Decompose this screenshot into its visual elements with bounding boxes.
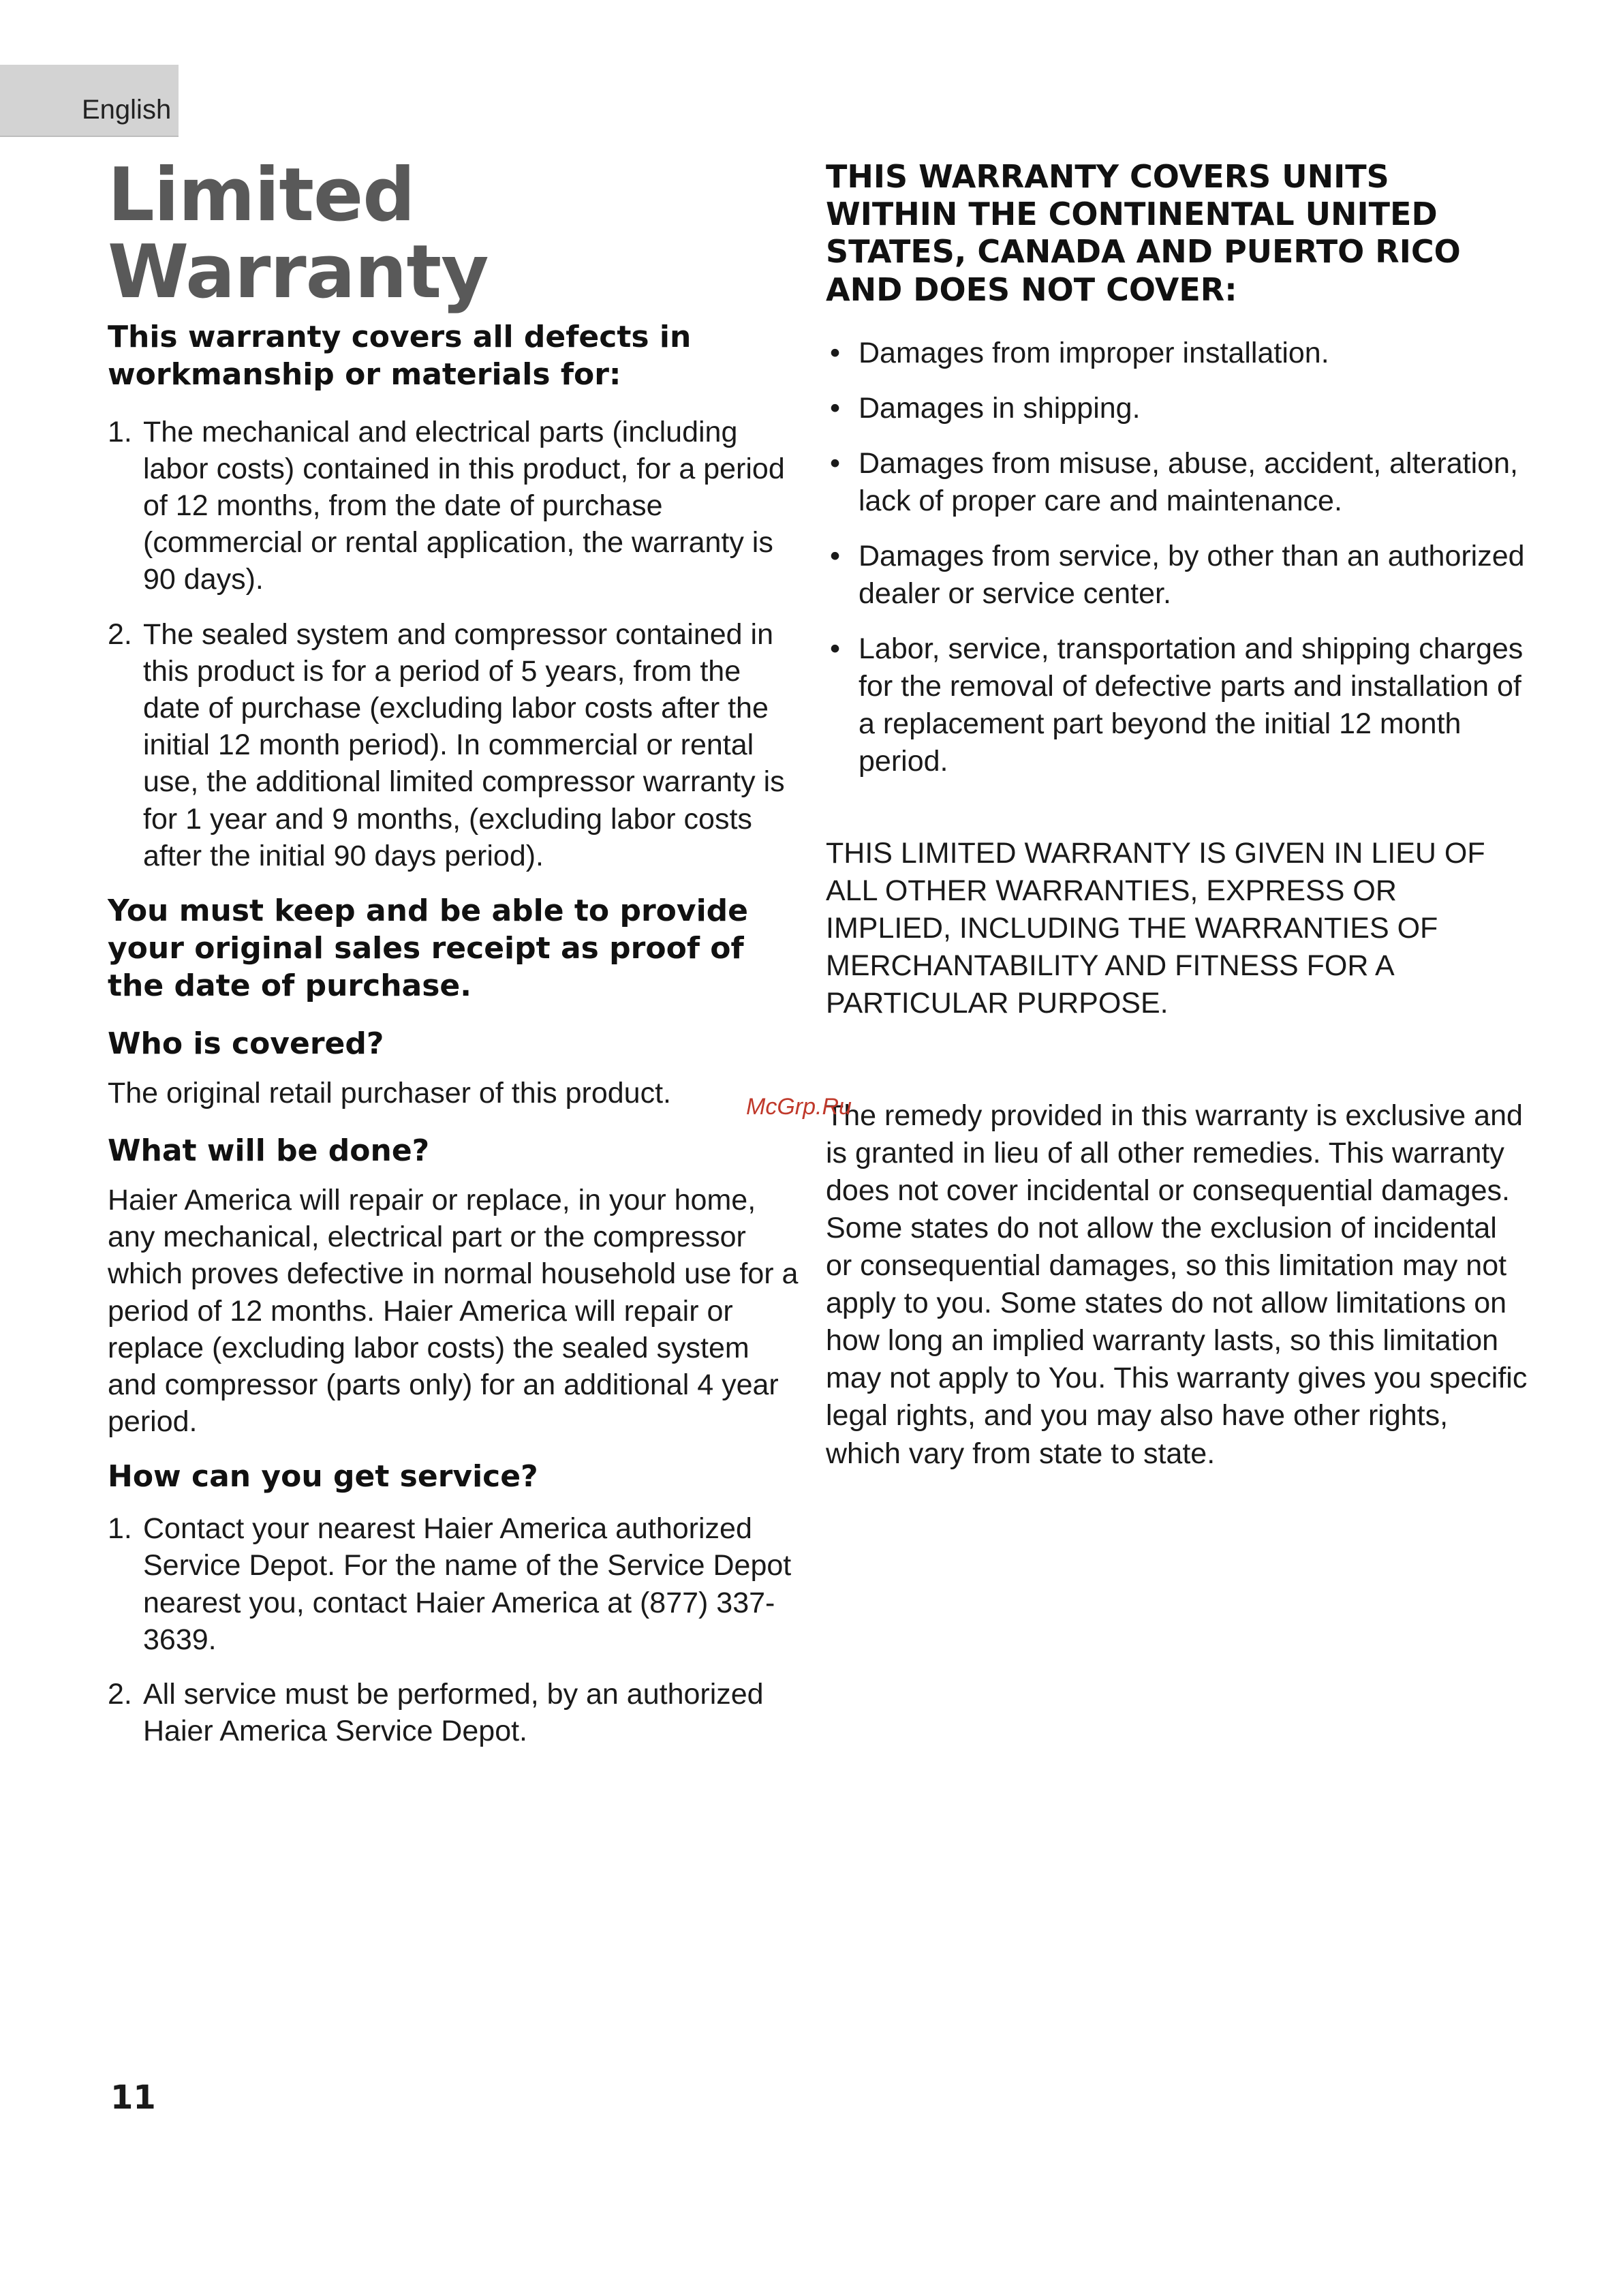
service-item-number: 2. [108, 1677, 132, 1711]
service-heading: How can you get service? [108, 1459, 538, 1495]
coverage-item-text: The mechanical and electrical parts (including labor costs) contained in this product, for a period of 12 months, from the date of purchase (commercial or rental application, the warranty is 90 days). [143, 415, 785, 596]
coverage-item-number: 1. [108, 415, 132, 448]
bullet-icon: • [830, 391, 841, 425]
exclusions-list [826, 335, 1528, 780]
language-tab [0, 65, 179, 137]
exclusion-text: Damages in shipping. [859, 391, 1141, 425]
who-heading: Who is covered? [108, 1026, 384, 1061]
who-text: The original retail purchaser of this product. [108, 1076, 671, 1109]
receipt-notice: You must keep and be able to provide your original sales receipt as proof of the date of purchase. [108, 893, 749, 1003]
list-item [826, 335, 1528, 372]
page-title: Limited Warranty [108, 153, 489, 316]
bullet-icon: • [830, 446, 841, 480]
service-item [108, 1510, 803, 1658]
bullet-icon: • [830, 632, 841, 665]
what-heading: What will be done? [108, 1133, 430, 1169]
list-item [826, 538, 1528, 613]
exclusion-text: Labor, service, transportation and shipping charges for the removal of defective parts and installation of a replacement part beyond the initial 12 month period. [859, 632, 1524, 778]
left-column [108, 153, 803, 1767]
coverage-item [108, 616, 803, 874]
service-item [108, 1676, 803, 1749]
coverage-item [108, 414, 803, 598]
service-item-text: All service must be performed, by an authorized Haier America Service Depot. [143, 1677, 764, 1748]
list-item [826, 390, 1528, 427]
page-number: 11 [110, 2079, 156, 2117]
covers-heading: This warranty covers all defects in workmanship or materials for: [108, 319, 692, 392]
coverage-item-number: 2. [108, 617, 132, 651]
limited-warranty-notice: THIS LIMITED WARRANTY IS GIVEN IN LIEU OF ALL OTHER WARRANTIES, EXPRESS OR IMPLIED, INCLUDING THE WARRANTIES OF MERCHANTABILITY AND FITNESS FOR A PARTICULAR PURPOSE. [826, 837, 1485, 1020]
list-item [826, 445, 1528, 520]
list-item [826, 630, 1528, 780]
exclusion-text: Damages from misuse, abuse, accident, alteration, lack of proper care and maintenance. [859, 446, 1518, 517]
service-item-number: 1. [108, 1512, 132, 1546]
bullet-icon: • [830, 539, 841, 572]
exclusion-text: Damages from service, by other than an authorized dealer or service center. [859, 539, 1525, 610]
service-item-text: Contact your nearest Haier America authorized Service Depot. For the name of the Service Depot nearest you, contact Haier America at (877) 337-3639. [143, 1512, 792, 1656]
language-label: English [82, 95, 172, 125]
bullet-icon: • [830, 336, 841, 369]
coverage-item-text: The sealed system and compressor contained in this product is for a period of 5 years, from the date of purchase (excluding labor costs after the initial 12 month period). In commercial or rental use, the additional limited compressor warranty is for 1 year and 9 months, (excluding labor costs after the initial 90 days period). [143, 617, 785, 872]
watermark: McGrp.Ru [746, 1094, 852, 1120]
exclusions-heading: THIS WARRANTY COVERS UNITS WITHIN THE CONTINENTAL UNITED STATES, CANADA AND PUERTO RICO AND DOES NOT COVER: [826, 158, 1461, 308]
what-text: Haier America will repair or replace, in your home, any mechanical, electrical part or the compressor which proves defective in normal household use for a period of 12 months. Haier America will repair or replace (excluding labor costs) the sealed system and compressor (parts only) for an additional 4 year period. [108, 1184, 799, 1439]
exclusion-text: Damages from improper installation. [859, 336, 1329, 369]
remedy-text: The remedy provided in this warranty is exclusive and is granted in lieu of all other remedies. This warranty does not cover incidental or consequential damages. Some states do not allow the exclusion of incidental or consequential damages, so this limitation may not apply to you. Some states do not allow limitations on how long an implied warranty lasts, so this limitation may not apply to You. This warranty gives you specific legal rights, and you may also have other rights, which vary from state to state. [826, 1099, 1528, 1470]
right-column [826, 158, 1528, 1473]
